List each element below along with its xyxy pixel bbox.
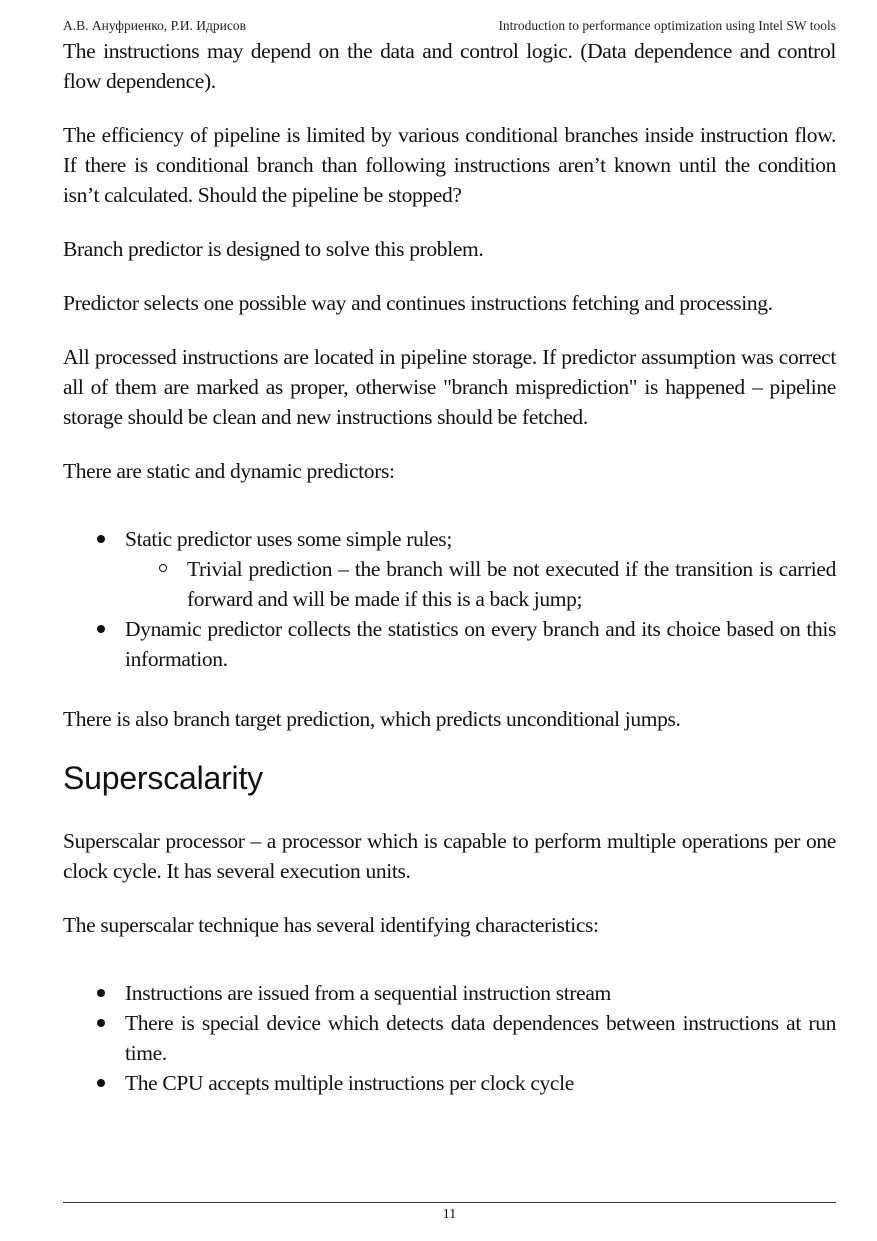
list-item-text: Dynamic predictor collects the statistics on every branch and its choice based on this information. bbox=[125, 617, 836, 671]
list-item bbox=[125, 554, 836, 614]
section-heading: Superscalarity bbox=[63, 760, 263, 796]
bullet-icon bbox=[97, 989, 105, 997]
paragraph: The superscalar technique has several identifying characteristics: bbox=[63, 913, 599, 937]
list-item bbox=[63, 1008, 836, 1068]
page-content bbox=[63, 36, 836, 1128]
paragraph: All processed instructions are located in pipeline storage. If predictor assumption was correct all of them are marked as proper, otherwise "branch misprediction" is happened – pipeline storage should be clean and new instructions should be fetched. bbox=[63, 345, 836, 429]
page-footer bbox=[63, 1202, 836, 1224]
bullet-icon bbox=[97, 1079, 105, 1087]
predictor-list bbox=[63, 524, 836, 674]
bullet-icon bbox=[97, 535, 105, 543]
list-item bbox=[63, 524, 836, 614]
list-item-text: Static predictor uses some simple rules; bbox=[125, 527, 452, 551]
list-item-text: Trivial prediction – the branch will be not executed if the transition is carried forward and will be made if this is a back jump; bbox=[187, 557, 836, 611]
list-item bbox=[63, 978, 836, 1008]
header-authors: А.В. Ануфриенко, Р.И. Идрисов bbox=[63, 18, 246, 33]
paragraph: The efficiency of pipeline is limited by various conditional branches inside instruction flow. If there is conditional branch than following instructions aren’t known until the condition isn’t calculated. Should the pipeline be stopped? bbox=[63, 123, 836, 207]
bullet-icon bbox=[97, 1019, 105, 1027]
hollow-bullet-icon bbox=[159, 564, 167, 572]
superscalar-list bbox=[63, 978, 836, 1098]
page-number: 11 bbox=[442, 1207, 457, 1222]
paragraph: Superscalar processor – a processor which is capable to perform multiple operations per one clock cycle. It has several execution units. bbox=[63, 829, 836, 883]
header-title: Introduction to performance optimization using Intel SW tools bbox=[498, 18, 836, 33]
paragraph: There is also branch target prediction, which predicts unconditional jumps. bbox=[63, 707, 681, 731]
list-item bbox=[63, 1068, 836, 1098]
list-item-text: The CPU accepts multiple instructions per clock cycle bbox=[125, 1071, 574, 1095]
paragraph: The instructions may depend on the data and control logic. (Data dependence and control flow dependence). bbox=[63, 39, 836, 93]
paragraph: There are static and dynamic predictors: bbox=[63, 459, 395, 483]
predictor-sublist bbox=[125, 554, 836, 614]
paragraph: Branch predictor is designed to solve this problem. bbox=[63, 237, 484, 261]
list-item bbox=[63, 614, 836, 674]
bullet-icon bbox=[97, 625, 105, 633]
list-item-text: There is special device which detects data dependences between instructions at run time. bbox=[125, 1011, 836, 1065]
paragraph: Predictor selects one possible way and continues instructions fetching and processing. bbox=[63, 291, 773, 315]
list-item-text: Instructions are issued from a sequential instruction stream bbox=[125, 981, 611, 1005]
